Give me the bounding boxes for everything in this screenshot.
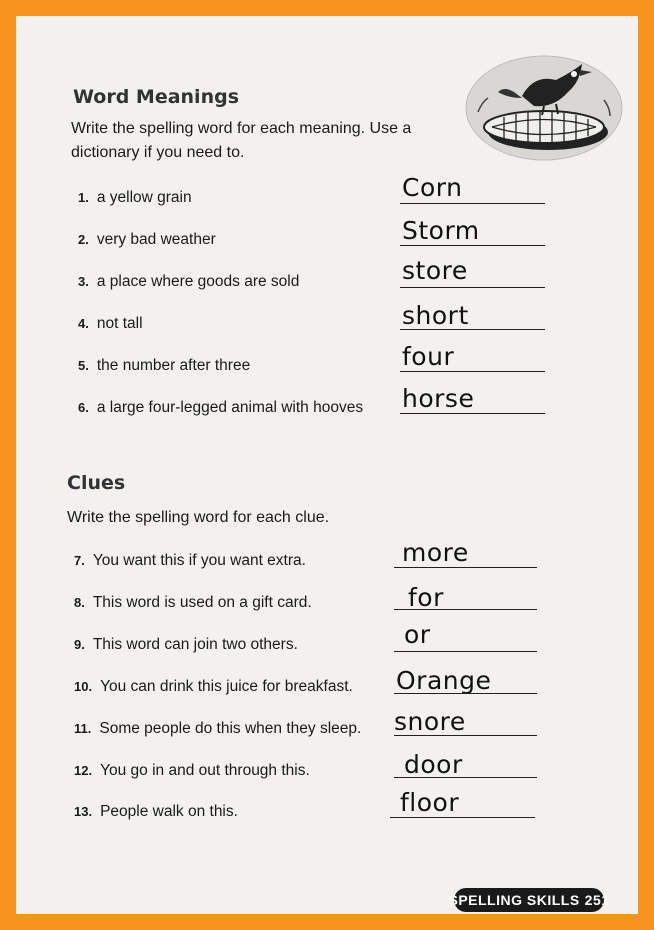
list-item xyxy=(78,357,250,375)
item-text: You can drink this juice for breakfast. xyxy=(100,678,353,695)
item-number: 11. xyxy=(74,721,92,736)
item-text: Some people do this when they sleep. xyxy=(99,720,362,737)
item-number: 7. xyxy=(74,553,85,568)
item-number: 12. xyxy=(74,763,93,778)
handwritten-answer: short xyxy=(402,301,469,330)
answer-line xyxy=(394,735,537,736)
handwritten-answer: floor xyxy=(400,788,460,817)
instructions-clues: Write the spelling word for each clue. xyxy=(67,509,330,526)
list-item xyxy=(78,189,192,207)
handwritten-answer: four xyxy=(402,342,455,371)
item-text: very bad weather xyxy=(96,231,216,248)
answer-line xyxy=(394,693,537,694)
item-number: 4. xyxy=(78,316,89,331)
answer-line xyxy=(394,567,537,568)
list-item xyxy=(74,678,353,696)
handwritten-answer: horse xyxy=(402,384,475,413)
answer-line xyxy=(400,371,545,372)
section-title-clues: Clues xyxy=(67,472,126,494)
handwritten-answer: store xyxy=(402,256,468,285)
item-text: You want this if you want extra. xyxy=(92,552,306,569)
item-number: 6. xyxy=(78,400,89,415)
answer-line xyxy=(390,817,535,818)
list-item xyxy=(74,636,298,654)
badge-label: SPELLING SKILLS xyxy=(448,892,580,908)
answer-line xyxy=(394,777,537,778)
handwritten-answer: or xyxy=(404,620,431,649)
handwritten-answer: for xyxy=(408,583,444,612)
answer-line xyxy=(400,287,545,288)
page-badge xyxy=(448,888,610,912)
list-item xyxy=(78,231,216,249)
handwritten-answer: Orange xyxy=(396,666,492,695)
item-text: You go in and out through this. xyxy=(100,762,310,779)
handwritten-answer: snore xyxy=(394,707,466,736)
list-item xyxy=(74,552,306,570)
item-number: 9. xyxy=(74,637,85,652)
answer-line xyxy=(400,203,545,204)
list-item xyxy=(74,720,361,738)
handwritten-answer: Storm xyxy=(402,216,480,245)
item-text: a yellow grain xyxy=(96,189,192,206)
item-text: This word can join two others. xyxy=(92,636,298,653)
bird-on-corn-icon xyxy=(464,52,624,162)
list-item xyxy=(74,594,312,612)
answer-line xyxy=(400,413,545,414)
item-number: 1. xyxy=(78,190,89,205)
section-title-word-meanings: Word Meanings xyxy=(73,86,240,108)
item-text: the number after three xyxy=(96,357,251,374)
item-text: People walk on this. xyxy=(100,803,238,820)
answer-line xyxy=(394,609,537,610)
item-text: not tall xyxy=(96,315,143,332)
answer-line xyxy=(400,329,545,330)
answer-line xyxy=(394,651,537,652)
item-number: 5. xyxy=(78,358,89,373)
item-text: This word is used on a gift card. xyxy=(92,594,312,611)
instructions-word-meanings: Write the spelling word for each meaning. Use a dictionary if you need to. xyxy=(71,120,412,161)
handwritten-answer: door xyxy=(404,750,463,779)
item-text: a place where goods are sold xyxy=(96,273,300,290)
item-number: 3. xyxy=(78,274,89,289)
item-number: 2. xyxy=(78,232,89,247)
handwritten-answer: more xyxy=(402,538,469,567)
item-number: 10. xyxy=(74,679,93,694)
list-item xyxy=(78,315,143,333)
item-number: 8. xyxy=(74,595,85,610)
list-item xyxy=(78,399,363,417)
worksheet-page xyxy=(16,16,638,914)
answer-line xyxy=(400,245,545,246)
list-item xyxy=(78,273,299,291)
item-number: 13. xyxy=(74,804,93,819)
item-text: a large four-legged animal with hooves xyxy=(96,399,364,416)
handwritten-answer: Corn xyxy=(402,173,463,202)
page-number: 251 xyxy=(584,892,610,908)
list-item xyxy=(74,762,310,780)
list-item xyxy=(74,803,238,821)
